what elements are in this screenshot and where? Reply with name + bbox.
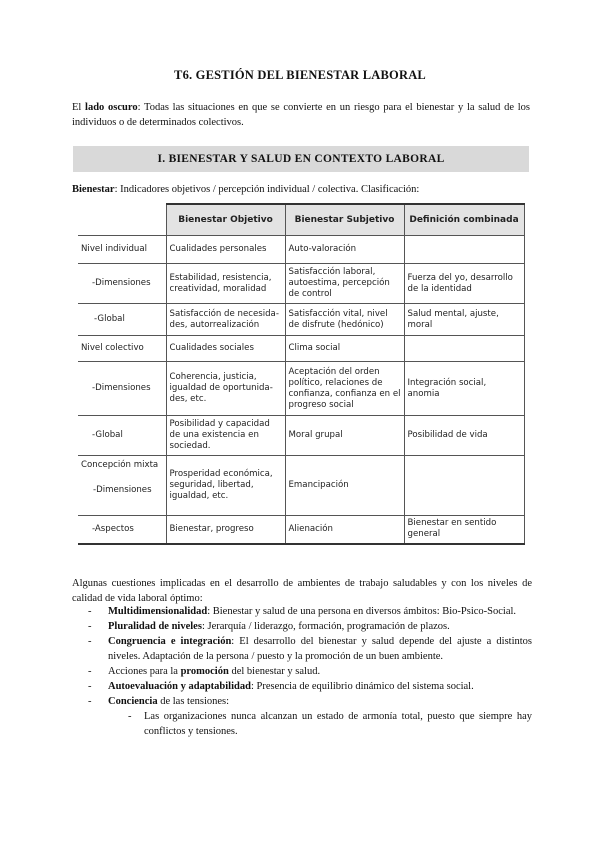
list-item-text: del bienestar y salud.: [228, 666, 321, 677]
table-cell: Fuerza del yo, desarrollo de la identidad: [404, 264, 524, 304]
table-cell: Bienestar, progreso: [166, 516, 285, 544]
table-header-blank: [78, 204, 166, 236]
table-cell: Aceptación del orden político, relaciones de confianza, confianza en el progreso social: [285, 362, 404, 416]
document-title: T6. GESTIÓN DEL BIENESTAR LABORAL: [174, 68, 426, 82]
list-item-term: Conciencia: [108, 696, 158, 707]
list-item-term: Congruencia e integración: [108, 636, 232, 647]
sublist-item-text: Las organizaciones nunca alcanzan un estado de armonía total, puesto que siempre hay conflictos y tensiones.: [144, 711, 532, 737]
row-label: Nivel colectivo: [78, 336, 166, 362]
table-header-cell: Bienestar Objetivo: [166, 204, 285, 236]
row-label: -Dimensiones: [78, 362, 166, 416]
intro-bold-term: lado oscuro: [85, 102, 138, 113]
list-item: [88, 619, 532, 634]
table-cell: Clima social: [285, 336, 404, 362]
list-item: [88, 664, 532, 679]
list-item-text: : Presencia de equilibrio dinámico del sistema social.: [250, 681, 474, 692]
tensions-sublist: [108, 709, 532, 739]
list-item-term: promoción: [180, 666, 229, 677]
bullet-dash: -: [88, 696, 92, 707]
table-row: [78, 362, 524, 416]
list-item: [88, 604, 532, 619]
bienestar-bold-term: Bienestar: [72, 184, 115, 195]
table-cell: Bienestar en sentido general: [404, 516, 524, 544]
bullet-dash: -: [88, 606, 92, 617]
table-cell: Posibilidad y capacidad de una existencia en sociedad.: [166, 416, 285, 456]
bullet-dash: -: [88, 621, 92, 632]
table-header-cell: Bienestar Subjetivo: [285, 204, 404, 236]
table-cell: Auto-valoración: [285, 236, 404, 264]
sublist-item: [108, 709, 532, 739]
table-cell: Posibilidad de vida: [404, 416, 524, 456]
row-label: -Aspectos: [78, 516, 166, 544]
table-row: [78, 456, 524, 516]
table-cell: [404, 236, 524, 264]
list-item-text: : Bienestar y salud de una persona en diversos ámbitos: Bio-Psico-Social.: [207, 606, 517, 617]
table-row: [78, 336, 524, 362]
row-label-group: [78, 456, 166, 516]
table-cell: Satisfacción de necesida-des, autorrealización: [166, 304, 285, 336]
list-item: [88, 694, 532, 739]
table-row: [78, 416, 524, 456]
row-label: -Dimensiones: [78, 264, 166, 304]
list-item-prefix: Acciones para la: [108, 666, 181, 677]
list-item-text: de las tensiones:: [157, 696, 230, 707]
list-item-text: : Jerarquía / liderazgo, formación, programación de plazos.: [201, 621, 450, 632]
row-label: Concepción mixta: [81, 460, 159, 470]
table-cell: Estabilidad, resistencia, creatividad, moralidad: [166, 264, 285, 304]
bullet-dash: -: [128, 711, 132, 722]
table-row: [78, 264, 524, 304]
bullet-dash: -: [88, 636, 92, 647]
table-cell: Alienación: [285, 516, 404, 544]
table-cell: Prosperidad económica, seguridad, libertad, igualdad, etc.: [166, 456, 285, 516]
row-label: -Global: [78, 304, 166, 336]
row-label: -Global: [78, 416, 166, 456]
table-header-cell: Definición combinada: [404, 204, 524, 236]
table-cell: [404, 456, 524, 516]
intro-text: : Todas las situaciones en que se convierte en un riesgo para el bienestar y la salud de los individuos o de determinados colectivos.: [72, 102, 530, 128]
wellbeing-classification-table: [78, 203, 525, 545]
list-item: [88, 634, 532, 664]
table-cell: Coherencia, justicia, igualdad de oportunida-des, etc.: [166, 362, 285, 416]
table-row: [78, 516, 524, 544]
list-item: [88, 679, 532, 694]
list-item-term: Pluralidad de niveles: [108, 621, 202, 632]
table-cell: Emancipación: [285, 456, 404, 516]
table-cell: Moral grupal: [285, 416, 404, 456]
intro-lead: El: [72, 102, 86, 113]
list-item-text: : El desarrollo del bienestar y salud depende del ajuste a distintos niveles. Adaptación de la persona / puesto y la promoción de un buen ambiente.: [108, 636, 532, 662]
intro-paragraph: [72, 100, 530, 130]
table-cell: Integración social, anomia: [404, 362, 524, 416]
bullet-dash: -: [88, 681, 92, 692]
bienestar-paragraph: [72, 182, 532, 197]
table-row: [78, 304, 524, 336]
list-item-term: Multidimensionalidad: [108, 606, 208, 617]
table-cell: Cualidades personales: [166, 236, 285, 264]
table-cell: Cualidades sociales: [166, 336, 285, 362]
table-row: [78, 236, 524, 264]
row-sublabel: -Dimensiones: [93, 485, 152, 495]
considerations-list: [88, 604, 532, 739]
section-heading-bar: [73, 146, 529, 172]
table-cell: Salud mental, ajuste, moral: [404, 304, 524, 336]
questions-intro: Algunas cuestiones implicadas en el desarrollo de ambientes de trabajo saludables y con los niveles de calidad de vida laboral óptimo:: [72, 578, 532, 604]
table-cell: [404, 336, 524, 362]
bienestar-text: : Indicadores objetivos / percepción individual / colectiva. Clasificación:: [114, 184, 420, 195]
bullet-dash: -: [88, 666, 92, 677]
row-label: Nivel individual: [78, 236, 166, 264]
table-header-row: [78, 204, 524, 236]
section-heading: I. BIENESTAR Y SALUD EN CONTEXTO LABORAL: [157, 153, 445, 165]
list-item-term: Autoevaluación y adaptabilidad: [108, 681, 251, 692]
table-cell: Satisfacción vital, nivel de disfrute (hedónico): [285, 304, 404, 336]
table-cell: Satisfacción laboral, autoestima, percepción de control: [285, 264, 404, 304]
